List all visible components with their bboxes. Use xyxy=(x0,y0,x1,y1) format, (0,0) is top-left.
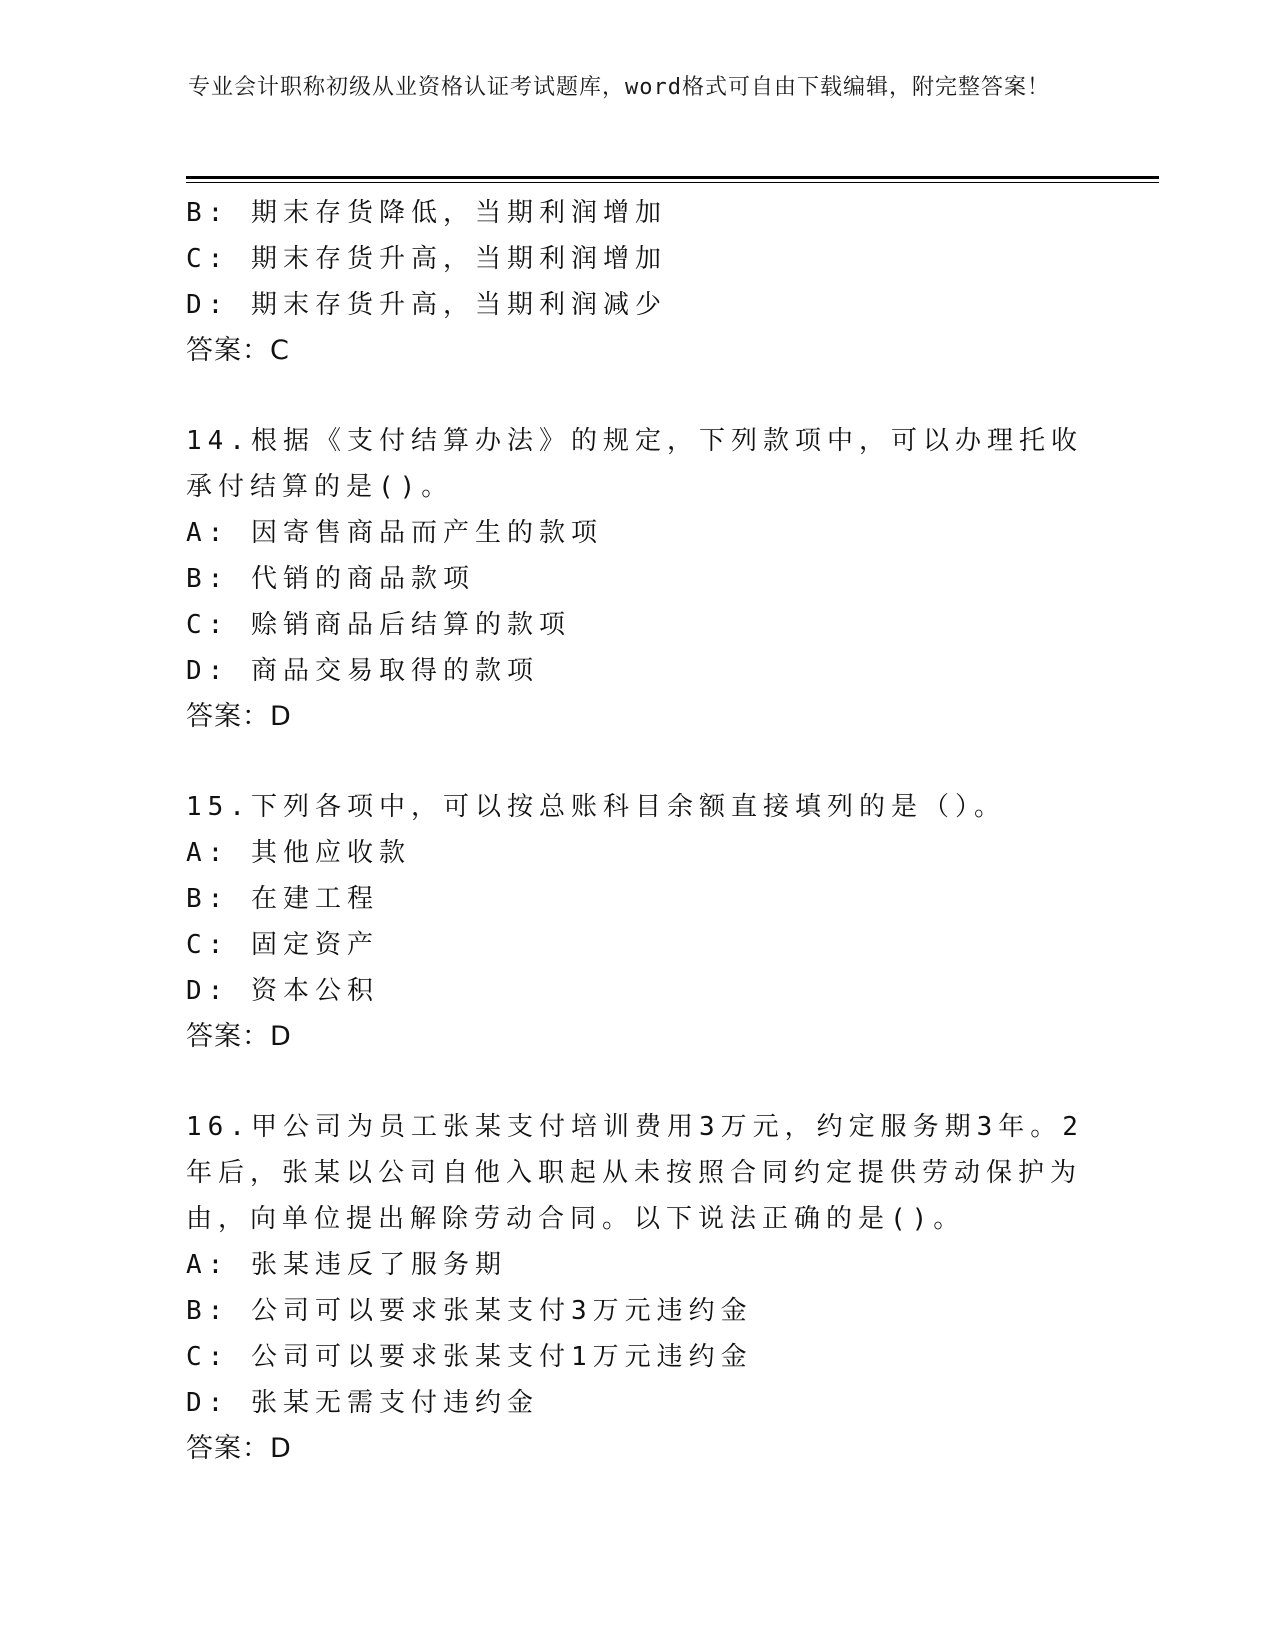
document-header: 专业会计职称初级从业资格认证考试题库，word格式可自由下载编辑，附完整答案！ xyxy=(188,75,1050,100)
header-rule-thin xyxy=(186,182,1159,183)
q14-option-b: B: 代销的商品款项 xyxy=(186,564,475,594)
q13-option-d: D: 期末存货升高，当期利润减少 xyxy=(186,290,667,320)
q13-option-b: B: 期末存货降低，当期利润增加 xyxy=(186,198,667,228)
q13-answer: 答案：C xyxy=(186,335,290,366)
q15-answer: 答案：D xyxy=(186,1021,292,1052)
q14-option-a: A: 因寄售商品而产生的款项 xyxy=(186,518,603,548)
q15-option-a: A: 其他应收款 xyxy=(186,838,411,868)
q15-option-c: C: 固定资产 xyxy=(186,930,379,960)
q14-answer: 答案：D xyxy=(186,701,292,732)
q16-answer: 答案：D xyxy=(186,1433,292,1464)
q16-option-b: B: 公司可以要求张某支付3万元违约金 xyxy=(186,1296,753,1326)
q14-option-d: D: 商品交易取得的款项 xyxy=(186,656,539,686)
question-content xyxy=(186,190,1086,1472)
question-14 xyxy=(186,418,1086,740)
q15-question-text: 15.下列各项中，可以按总账科目余额直接填列的是（）。 xyxy=(186,792,1006,822)
q15-option-b: B: 在建工程 xyxy=(186,884,379,914)
q16-option-a: A: 张某违反了服务期 xyxy=(186,1250,507,1280)
q13-option-c: C: 期末存货升高，当期利润增加 xyxy=(186,244,667,274)
q16-option-c: C: 公司可以要求张某支付1万元违约金 xyxy=(186,1342,753,1372)
question-15 xyxy=(186,784,1086,1060)
question-13 xyxy=(186,190,1086,374)
q15-option-d: D: 资本公积 xyxy=(186,976,379,1006)
question-16 xyxy=(186,1104,1086,1472)
q14-question-text: 14.根据《支付结算办法》的规定，下列款项中，可以办理托收承付结算的是()。 xyxy=(186,426,1083,502)
q16-question-text: 16.甲公司为员工张某支付培训费用3万元，约定服务期3年。2年后，张某以公司自他入职起从未按照合同约定提供劳动保护为由，向单位提出解除劳动合同。以下说法正确的是()。 xyxy=(186,1112,1084,1234)
q14-option-c: C: 赊销商品后结算的款项 xyxy=(186,610,571,640)
q16-option-d: D: 张某无需支付违约金 xyxy=(186,1388,539,1418)
header-rule-thick xyxy=(186,176,1159,179)
